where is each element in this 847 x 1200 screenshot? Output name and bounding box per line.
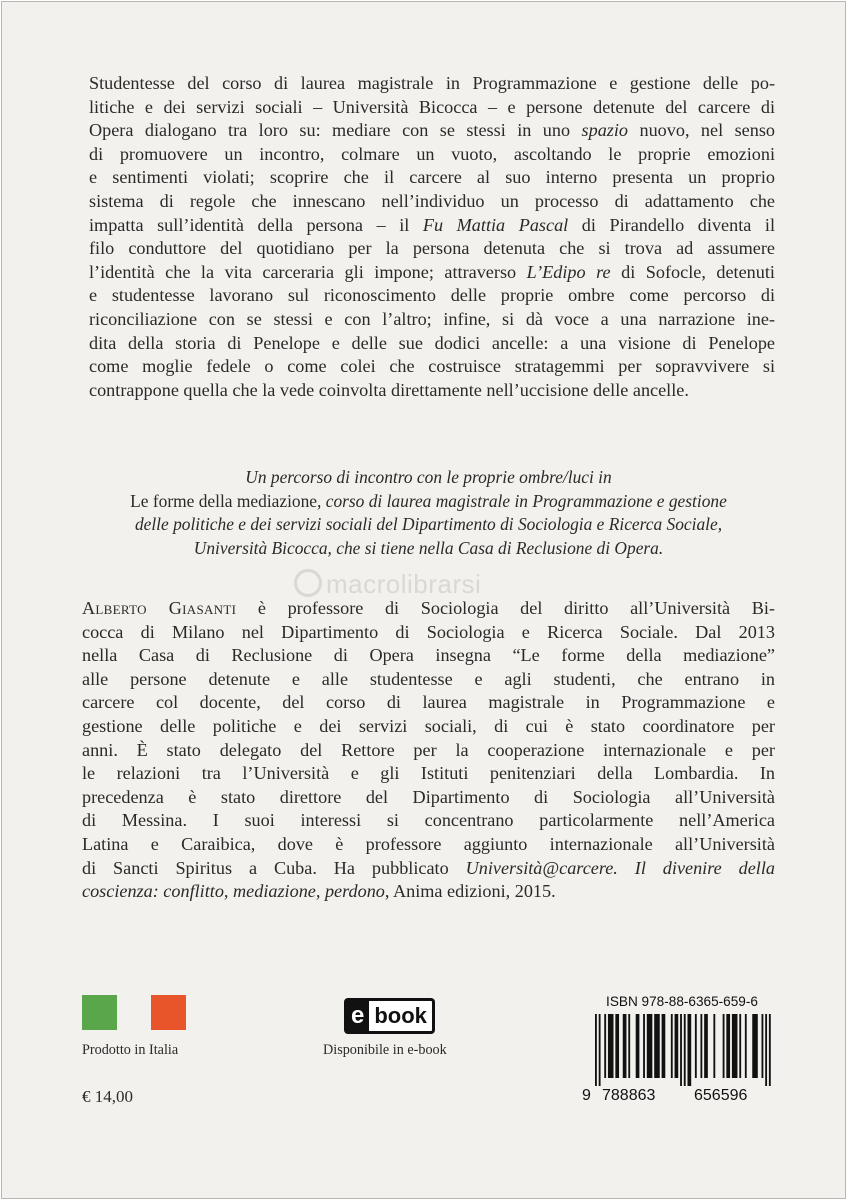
author-name: Alberto Giasanti <box>82 598 237 618</box>
italic-title: Università@carcere. Il divenire della <box>465 857 775 878</box>
text-segment: nella Casa di Reclusione di Opera insegna “Le forme della mediazione” <box>82 645 775 666</box>
course-note-line: Un percorso di incontro con le proprie ombre/luci in <box>245 467 612 487</box>
macrolibrarsi-logo-icon <box>294 569 322 597</box>
text-line <box>89 143 775 167</box>
ebook-logo-e: e <box>347 1001 369 1031</box>
text-segment: alle persone detenute e alle studentesse e agli studenti, che entrano in <box>82 668 775 689</box>
text-segment: come moglie fedele o come colei che costruisce stratagemmi per sopravvivere si <box>89 356 775 377</box>
text-line <box>82 597 775 621</box>
text-segment: Studentesse del corso di laurea magistrale in Programmazione e gestione delle po- <box>89 73 775 93</box>
text-segment: cocca di Milano nel Dipartimento di Sociologia e Ricerca Sociale. Dal 2013 <box>82 621 775 642</box>
intro-paragraph <box>89 72 775 402</box>
made-in-italy-label: Prodotto in Italia <box>82 1042 179 1058</box>
ebook-availability-label: Disponibile in e-book <box>323 1042 447 1058</box>
italic-title: L’Edipo re <box>526 261 611 282</box>
text-line <box>82 739 775 763</box>
text-line <box>89 261 775 285</box>
watermark <box>294 569 481 600</box>
text-segment: contrappone quella che la vede coinvolta direttamente nell’uccisione delle ancelle. <box>89 379 689 400</box>
text-segment: precedenza è stato direttore del Dipartimento di Sociologia all’Università <box>82 786 775 807</box>
text-line <box>82 668 775 692</box>
text-segment: Latina e Caraibica, dove è professore aggiunto internazionale all’Università <box>82 833 775 854</box>
back-cover <box>1 1 846 1199</box>
text-line <box>89 379 775 403</box>
text-segment: nuovo, nel senso <box>628 120 776 141</box>
text-line <box>89 332 775 356</box>
barcode-icon <box>589 1014 775 1086</box>
price: € 14,00 <box>82 1087 133 1106</box>
italian-flag-green-square <box>82 995 117 1030</box>
text-segment: le relazioni tra l’Università e gli Istituti penitenziari della Lombardia. In <box>82 763 775 784</box>
text-line <box>89 96 775 120</box>
ebook-logo-book: book <box>374 1003 427 1028</box>
course-note <box>82 466 775 560</box>
text-segment: di promuovere un incontro, colmare un vuoto, ascoltando le proprie emozioni <box>89 143 775 164</box>
italic-title: Fu Mattia Pascal <box>422 214 569 235</box>
italian-flag-red-square <box>151 995 186 1030</box>
course-note-line <box>82 490 775 514</box>
text-line <box>82 762 775 786</box>
text-segment: e studentesse lavorano sul riconoscimento delle proprie ombre come percorso di <box>89 285 775 306</box>
text-segment: di Sancti Spiritus a Cuba. Ha pubblicato <box>82 857 466 878</box>
text-line <box>82 833 775 857</box>
text-line <box>89 190 775 214</box>
text-line <box>82 880 775 904</box>
text-segment: l’identità che la vita carceraria gli impone; attraverso <box>89 261 527 282</box>
barcode-digit-group: 656596 <box>694 1087 748 1104</box>
text-segment: anni. È stato delegato del Rettore per la cooperazione internazionale e per <box>82 739 775 760</box>
text-line <box>82 809 775 833</box>
text-line <box>89 284 775 308</box>
text-segment: carcere col docente, del corso di laurea magistrale in Programmazione e <box>82 692 775 713</box>
barcode-digit-group: 9 <box>582 1087 591 1104</box>
text-line <box>82 621 775 645</box>
text-segment: e sentimenti violati; scoprire che il carcere al suo interno presenta un proprio <box>89 167 775 188</box>
italic-title: coscienza: conflitto, mediazione, perdono <box>82 881 385 902</box>
text-segment: impatta sull’identità della persona – il <box>89 214 423 235</box>
text-segment: riconciliazione con se stessi e con l’altro; infine, si dà voce a una narrazione ine- <box>89 308 775 329</box>
isbn-label: ISBN 978-88-6365-659-6 <box>606 994 758 1009</box>
text-segment: filo conduttore del quotidiano per la persona detenuta che si trova ad assumere <box>89 238 775 259</box>
italic-title: spazio <box>581 120 629 141</box>
text-line <box>89 72 775 96</box>
text-line <box>82 691 775 715</box>
text-line <box>82 857 775 881</box>
text-line <box>82 715 775 739</box>
text-segment: di Messina. I suoi interessi si concentrano particolarmente nell’America <box>82 810 775 831</box>
text-line <box>82 786 775 810</box>
text-line <box>89 308 775 332</box>
text-line <box>89 355 775 379</box>
text-segment: gestione delle politiche e dei servizi sociali, di cui è stato coordinatore per <box>82 715 775 736</box>
author-bio <box>82 597 775 904</box>
text-segment: dita della storia di Penelope e delle sue dodici ancelle: a una visione di Penelope <box>89 332 775 353</box>
text-line <box>89 119 775 143</box>
course-note-line: delle politiche e dei servizi sociali del Dipartimento di Sociologia e Ricerca Sociale, <box>134 514 723 535</box>
watermark-text: macrolibrarsi <box>326 569 482 599</box>
text-line <box>89 237 775 261</box>
text-line <box>89 166 775 190</box>
text-segment: Opera dialogano tra loro su: mediare con se stessi in uno <box>89 120 582 141</box>
course-title: Le forme della mediazione <box>130 490 318 511</box>
text-line <box>89 214 775 238</box>
course-note-text: , corso di laurea magistrale in Programmazione e gestione <box>317 490 727 511</box>
course-note-line: Università Bicocca, che si tiene nella Casa di Reclusione di Opera. <box>193 537 664 558</box>
text-segment: litiche e dei servizi sociali – Università Bicocca – e persone detenute del carcere di <box>89 96 775 117</box>
text-segment: di Pirandello diventa il <box>568 214 776 235</box>
text-line <box>82 644 775 668</box>
text-segment: è professore di Sociologia del diritto all’Università Bi- <box>236 598 775 618</box>
barcode-digit-group: 788863 <box>602 1087 656 1104</box>
ebook-logo-icon <box>344 998 435 1034</box>
text-segment: sistema di regole che innescano nell’individuo un processo di adattamento che <box>89 190 775 211</box>
text-segment: di Sofocle, detenuti <box>610 261 775 282</box>
text-segment: , Anima edizioni, 2015. <box>384 881 556 902</box>
